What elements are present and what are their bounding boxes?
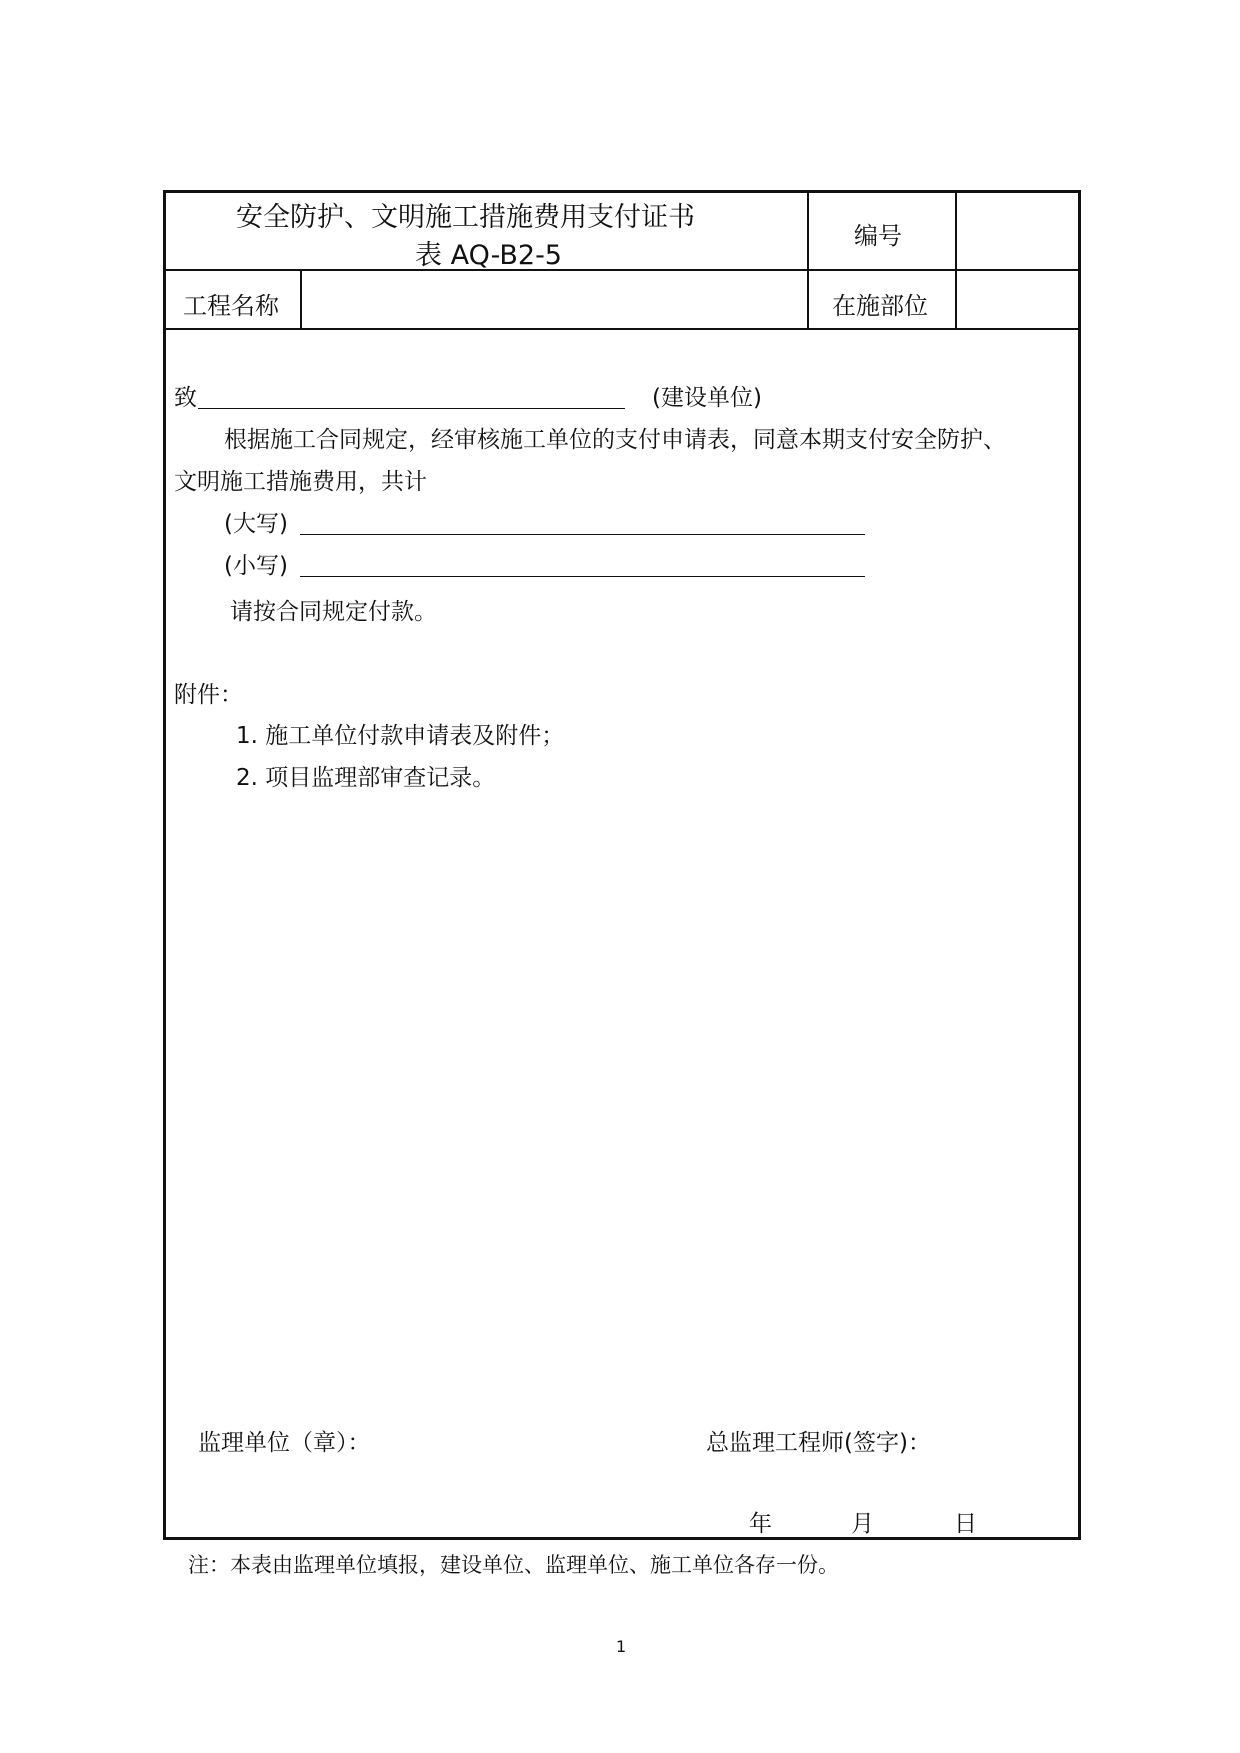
payment-certificate-form bbox=[163, 190, 1081, 1540]
addressee-prefix: 致 bbox=[174, 385, 197, 411]
approval-paragraph-line1: 根据施工合同规定，经审核施工单位的支付申请表，同意本期支付安全防护、 bbox=[224, 427, 1006, 453]
addressee-blank[interactable] bbox=[198, 408, 625, 409]
project-name-field[interactable] bbox=[308, 286, 798, 316]
approval-paragraph-line2: 文明施工措施费用，共计 bbox=[174, 469, 427, 495]
project-name-label: 工程名称 bbox=[183, 292, 279, 320]
date-day: 日 bbox=[954, 1511, 977, 1537]
project-row-divider bbox=[166, 328, 1078, 330]
number-value-divider bbox=[955, 193, 957, 328]
addressee-suffix: (建设单位) bbox=[652, 385, 762, 411]
location-label: 在施部位 bbox=[832, 292, 928, 320]
payment-request-text: 请按合同规定付款。 bbox=[230, 599, 437, 625]
lowercase-amount-label: (小写) bbox=[224, 553, 288, 579]
attachment-item: 2. 项目监理部审查记录。 bbox=[236, 765, 496, 791]
date-month: 月 bbox=[851, 1511, 874, 1537]
header-divider bbox=[166, 269, 1078, 271]
number-value-field[interactable] bbox=[962, 216, 1072, 246]
number-label: 编号 bbox=[854, 222, 902, 250]
date-year: 年 bbox=[749, 1511, 772, 1537]
form-title: 安全防护、文明施工措施费用支付证书 bbox=[236, 202, 695, 233]
page-number: 1 bbox=[616, 1637, 627, 1656]
uppercase-amount-label: (大写) bbox=[224, 511, 288, 537]
attachment-item: 1. 施工单位付款申请表及附件； bbox=[236, 723, 565, 749]
supervision-unit-seal-label: 监理单位（章）： bbox=[198, 1430, 371, 1456]
project-label-divider bbox=[300, 269, 302, 328]
location-field[interactable] bbox=[962, 286, 1072, 316]
uppercase-amount-blank[interactable] bbox=[300, 534, 865, 535]
title-number-divider bbox=[807, 193, 809, 328]
footnote: 注：本表由监理单位填报，建设单位、监理单位、施工单位各存一份。 bbox=[188, 1553, 839, 1577]
attachments-label: 附件： bbox=[174, 682, 243, 708]
form-code: 表 AQ-B2-5 bbox=[415, 240, 562, 271]
chief-engineer-signature-label: 总监理工程师(签字)： bbox=[706, 1430, 931, 1456]
lowercase-amount-blank[interactable] bbox=[300, 576, 865, 577]
